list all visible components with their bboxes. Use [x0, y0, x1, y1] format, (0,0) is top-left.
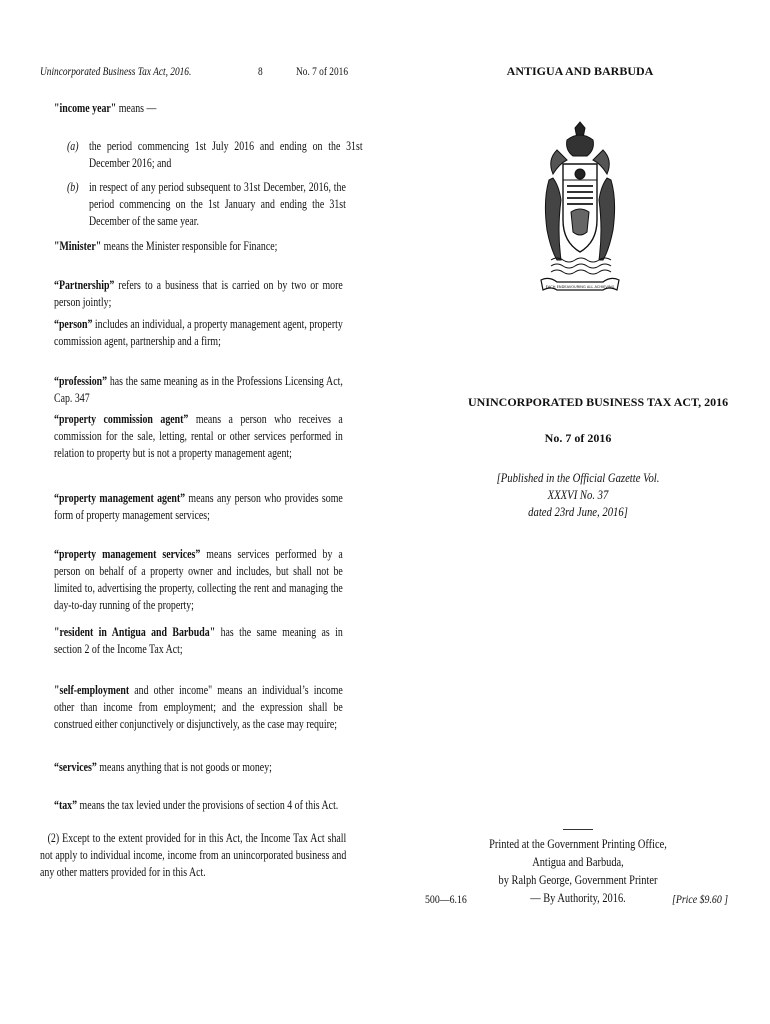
definition-term: "Minister" [54, 238, 102, 253]
country-header: ANTIGUA AND BARBUDA [506, 64, 654, 78]
definition-minister [54, 237, 343, 254]
clause-text-b: in respect of any period subsequent to 31st December, 2016, the period commencing on the 1st January and ending the 31st December of the same year. [89, 179, 346, 228]
coat-of-arms-icon [537, 120, 623, 298]
definition-term: “property management services” [54, 546, 201, 561]
definition-text: means any person who provides some form of property management services; [54, 490, 343, 522]
printer-imprint [484, 835, 673, 907]
definition-partnership [54, 276, 343, 310]
running-title: Unincorporated Business Tax Act, 2016. [40, 64, 192, 78]
print-code: 500—6.16 [425, 892, 467, 906]
definition-text: means services performed by a person on behalf of a property owner and includes, but shall not be limited to, advertising the property, collecting the rent and managing the day-to-day running of the property; [54, 546, 343, 612]
definition-term: “person” [54, 316, 93, 331]
definition-term: “tax” [54, 797, 78, 812]
definition-term: “profession” [54, 373, 108, 388]
subsection-2: (2) Except to the extent provided for in this Act, the Income Tax Act shall not apply to individual income, income from an unincorporated business and any other matters provided for in this Act. [40, 830, 347, 879]
definition-term: “property management agent” [54, 490, 186, 505]
definition-text: means — [116, 100, 157, 115]
definition-text: means the Minister responsible for Finance; [101, 238, 278, 253]
definition-term: “property commission agent” [54, 411, 189, 426]
definition-property-commission-agent [54, 410, 343, 461]
crest-motto: EACH ENDEAVOURING ALL ACHIEVING [545, 285, 615, 289]
act-title: UNINCORPORATED BUSINESS TAX ACT, 2016 [468, 395, 729, 409]
definition-term: "self-employment [54, 682, 130, 697]
definition-term: "resident in Antigua and Barbuda" [54, 624, 216, 639]
definition-self-employment [54, 681, 343, 732]
page-number: 8 [258, 64, 263, 78]
definition-tax [54, 796, 343, 813]
definition-text: has the same meaning as in the Professions Licensing Act, Cap. 347 [54, 373, 343, 405]
definition-text: means the tax levied under the provisions of section 4 of this Act. [77, 797, 339, 812]
definition-text: and other income" means an individual’s income other than income from employment; and the expression shall be construed either conjunctively or disjunctively, as the case may require; [54, 682, 343, 731]
definition-term: “services” [54, 759, 97, 774]
definition-income-year [54, 99, 343, 116]
clause-label-a: (a) [67, 138, 79, 153]
clause-label-b: (b) [67, 179, 79, 194]
definition-text: has the same meaning as in section 2 of the Income Tax Act; [54, 624, 343, 656]
definition-text: includes an individual, a property management agent, property commission agent, partnership and a firm; [54, 316, 343, 348]
definition-text: means a person who receives a commission for the sale, letting, rental or other services performed in relation to property but is not a property management agent; [54, 411, 343, 460]
definition-property-management-agent [54, 489, 343, 523]
definition-person [54, 315, 343, 349]
definition-term: “Partnership” [54, 277, 115, 292]
printer-line-3: — By Authority, 2016. [530, 890, 626, 905]
definition-text: refers to a business that is carried on by two or more person jointly; [54, 277, 343, 309]
printer-line-1: Printed at the Government Printing Office, Antigua and Barbuda, [489, 836, 667, 869]
clause-text-a: the period commencing 1st July 2016 and ending on the 31st December 2016; and [89, 138, 363, 170]
definition-property-management-services [54, 545, 343, 613]
divider [563, 829, 593, 830]
definition-term: "income year" [54, 100, 117, 115]
gazette-line-2: dated 23rd June, 2016] [528, 504, 628, 519]
act-number-header: No. 7 of 2016 [296, 64, 349, 78]
gazette-reference [489, 469, 666, 520]
definition-services [54, 758, 343, 775]
gazette-line-1: [Published in the Official Gazette Vol. XXXVI No. 37 [496, 470, 660, 502]
definition-profession [54, 372, 343, 406]
definition-text: means anything that is not goods or money; [96, 759, 272, 774]
act-number: No. 7 of 2016 [544, 431, 612, 445]
definition-resident [54, 623, 343, 657]
printer-line-2: by Ralph George, Government Printer [498, 872, 658, 887]
price: [Price $9.60 ] [672, 892, 729, 906]
